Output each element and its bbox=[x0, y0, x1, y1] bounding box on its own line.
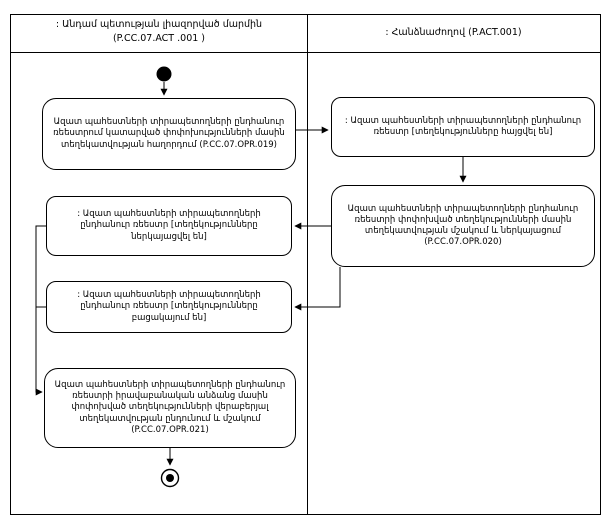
lane-title: : Հանձնաժողով (P.ACT.001) bbox=[385, 27, 522, 38]
lane-title: : Անդամ պետության լիազորված մարմին bbox=[55, 19, 263, 30]
lane-header-commission bbox=[308, 26, 599, 40]
lane-subtitle: (P.CC.07.ACT .001 ) bbox=[112, 32, 206, 44]
initial-node bbox=[157, 67, 172, 82]
object-register-absent-label: : Ազատ պահեստների տիրապետողների ընդհանուր ռեեստր [տեղեկությունները բացակայում են] bbox=[77, 290, 261, 323]
edge-opr020-to-register-absent bbox=[295, 267, 340, 307]
lane-header-member-state-authority bbox=[12, 18, 306, 46]
object-register-submitted-label: : Ազատ պահեստների տիրապետողների ընդհանուր ռեեստր [տեղեկությունները ներկայացվել են] bbox=[77, 209, 261, 242]
object-register-submitted bbox=[46, 196, 292, 256]
object-register-absent bbox=[46, 281, 292, 333]
activity-opr021-label: Ազատ պահեստների տիրապետողների ընդհանուր ռեեստրի իրավաբանական անձանց մասին փոփոխված տեղեկությունների վերաբերյալ տեղեկատվության ընդունում և մշակում (P.CC.07.OPR.021) bbox=[54, 379, 286, 435]
activity-opr020 bbox=[331, 185, 595, 267]
activity-opr019-label: Ազատ պահեստների տիրապետողների ընդհանուր ռեեստրում կատարված փոփոխությունների մասին տեղեկատվության հաղորդում (P.CC.07.OPR.019) bbox=[53, 117, 285, 150]
activity-opr020-label: Ազատ պահեստների տիրապետողների ընդհանուր ռեեստրի փոփոխված տեղեկությունների մասին տեղեկատվության մշակում և ներկայացում (P.CC.07.OPR.020) bbox=[347, 203, 579, 248]
object-register-requested bbox=[331, 97, 595, 157]
object-register-requested-label: : Ազատ պահեստների տիրապետողների ընդհանուր ռեեստր [տեղեկությունները հայցվել են] bbox=[344, 115, 582, 137]
final-node-dot bbox=[166, 474, 174, 482]
activity-opr019 bbox=[42, 98, 296, 170]
activity-opr021 bbox=[44, 368, 296, 448]
edge-register-submitted-to-opr021 bbox=[36, 226, 46, 392]
